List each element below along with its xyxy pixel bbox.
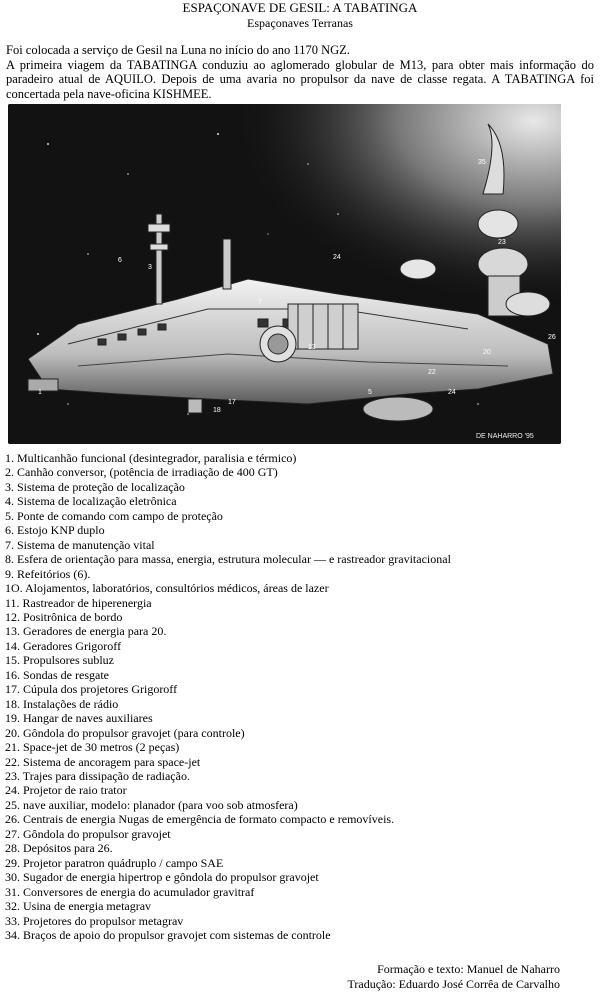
- legend-item: 5. Ponte de comando com campo de proteção: [5, 508, 223, 523]
- legend-item: 7. Sistema de manutenção vital: [5, 537, 155, 552]
- svg-text:7: 7: [258, 299, 262, 306]
- spaceship-illustration: [8, 104, 561, 444]
- legend-item: 6. Estojo KNP duplo: [5, 523, 105, 538]
- legend-item: 15. Propulsores subluz: [5, 653, 114, 668]
- legend-item: 8. Esfera de orientação para massa, energia, estrutura molecular — e rastreador gravitacional: [5, 552, 451, 567]
- svg-text:24: 24: [333, 254, 341, 261]
- legend-item: 18. Instalações de rádio: [5, 696, 119, 711]
- svg-text:17: 17: [228, 399, 236, 406]
- legend-item: 30. Sugador de energia hipertrop e gôndola do propulsor gravojet: [5, 870, 319, 885]
- legend-item: 25. nave auxiliar, modelo: planador (para voo sob atmosfera): [5, 797, 298, 812]
- legend-item: 27. Gôndola do propulsor gravojet: [5, 826, 171, 841]
- legend-item: 11. Rastreador de hiperenergia: [5, 595, 152, 610]
- svg-text:6: 6: [118, 257, 122, 264]
- credits: [348, 962, 561, 992]
- legend-item: 32. Usina de energia metagrav: [5, 899, 152, 914]
- legend-item: 12. Positrônica de bordo: [5, 609, 123, 624]
- legend-item: 33. Projetores do propulsor metagrav: [5, 913, 184, 928]
- legend-item: 13. Geradores de energia para 20.: [5, 624, 167, 639]
- legend-item: 20. Gôndola do propulsor gravojet (para controle): [5, 725, 245, 740]
- svg-text:26: 26: [548, 334, 556, 341]
- credits-translator: Tradução: Eduardo José Corrêa de Carvalho: [347, 977, 560, 991]
- artist-signature: DE NAHARRO '95: [476, 433, 534, 440]
- legend-item: 16. Sondas de resgate: [5, 667, 109, 682]
- credits-author: Formação e texto: Manuel de Naharro: [377, 962, 560, 976]
- svg-text:22: 22: [428, 369, 436, 376]
- legend-item: 23. Trajes para dissipação de radiação.: [5, 768, 190, 783]
- legend-item: 22. Sistema de ancoragem para space-jet: [5, 754, 201, 769]
- spaceship-drawing: [8, 104, 561, 444]
- legend-item: 21. Space-jet de 30 metros (2 peças): [5, 740, 180, 755]
- legend-item: 28. Depósitos para 26.: [5, 841, 113, 856]
- svg-text:5: 5: [368, 389, 372, 396]
- page-title: ESPAÇONAVE DE GESIL: A TABATINGA: [182, 0, 418, 15]
- svg-text:35: 35: [478, 159, 486, 166]
- svg-text:20: 20: [483, 349, 491, 356]
- intro-paragraph-2: A primeira viagem da TABATINGA conduziu ao aglomerado globular de M13, para obter mais informação do paradeiro atual de AQUILO. Depois de uma avaria no propulsor da nave de classe regata. A TABATINGA foi concertada pela nave-oficina KISHMEE.: [6, 57, 594, 101]
- svg-text:1: 1: [38, 389, 42, 396]
- legend-item: 17. Cúpula dos projetores Grigoroff: [5, 682, 178, 697]
- legend-item: 9. Refeitórios (6).: [5, 566, 91, 581]
- legend-item: 19. Hangar de naves auxiliares: [5, 711, 153, 726]
- svg-text:24: 24: [448, 389, 456, 396]
- svg-text:13: 13: [308, 344, 316, 351]
- parts-legend: [5, 451, 595, 942]
- svg-text:18: 18: [213, 407, 221, 414]
- legend-item: 14. Geradores Grigoroff: [5, 638, 122, 653]
- page-subtitle: Espaçonaves Terranas: [247, 16, 353, 30]
- legend-item: 34. Braços de apoio do propulsor gravojet com sistemas de controle: [5, 927, 331, 942]
- svg-text:23: 23: [498, 239, 506, 246]
- legend-item: 1. Multicanhão funcional (desintegrador, paralisia e térmico): [5, 451, 297, 465]
- legend-item: 31. Conversores de energia do acumulador gravitraf: [5, 884, 255, 899]
- legend-item: 2. Canhão conversor, (potência de irradiação de 400 GT): [5, 465, 278, 480]
- intro-paragraph-1: Foi colocada a serviço de Gesil na Luna no início do ano 1170 NGZ.: [6, 43, 350, 57]
- intro-text: [6, 43, 594, 101]
- legend-item: 24. Projetor de raio trator: [5, 783, 127, 798]
- legend-item: 4. Sistema de localização eletrônica: [5, 494, 177, 509]
- svg-text:3: 3: [148, 264, 152, 271]
- legend-item: 1O. Alojamentos, laboratórios, consultórios médicos, áreas de lazer: [5, 581, 329, 596]
- legend-item: 3. Sistema de proteção de localização: [5, 479, 185, 494]
- legend-item: 26. Centrais de energia Nugas de emergência de formato compacto e removíveis.: [5, 812, 395, 827]
- legend-item: 29. Projetor paratron quádruplo / campo SAE: [5, 855, 224, 870]
